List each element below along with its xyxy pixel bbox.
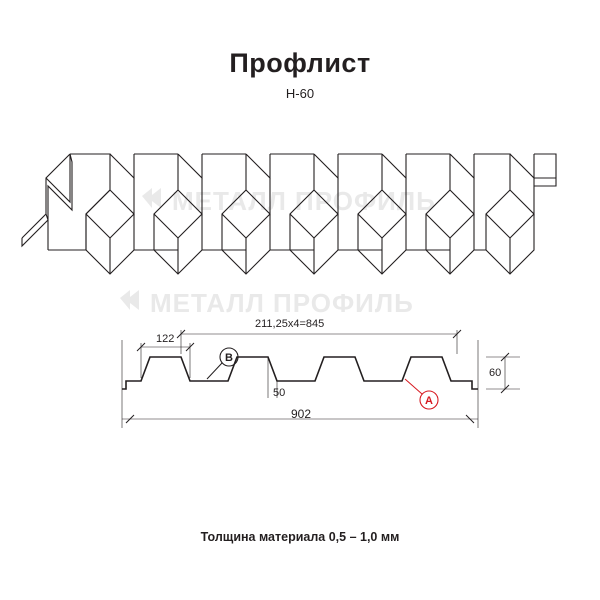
callout-b-marker (207, 348, 238, 379)
cross-section-profile (122, 357, 478, 389)
watermark-logo-icon-bottom (120, 290, 139, 310)
dim-useful-width: 211,25x4=845 (255, 318, 325, 330)
dimension-lines (122, 330, 520, 428)
dim-overall-width: 902 (291, 407, 312, 421)
watermark-text-bottom: МЕТАЛЛ ПРОФИЛЬ (150, 288, 414, 318)
watermark-text-top: МЕТАЛЛ ПРОФИЛЬ (172, 186, 436, 216)
dim-rib-pitch: 122 (156, 333, 175, 345)
material-thickness-note: Толщина материала 0,5 – 1,0 мм (200, 530, 400, 544)
callout-a-marker (405, 379, 438, 409)
product-code: Н-60 (285, 86, 315, 101)
svg-text:A: A (425, 395, 433, 407)
isometric-sheet-illustration (22, 152, 556, 274)
dim-profile-height: 60 (489, 367, 502, 379)
svg-text:B: B (225, 352, 233, 364)
page-title: Профлист (229, 48, 371, 78)
watermark-logo-icon-top (142, 188, 161, 208)
dim-valley-width: 50 (273, 387, 286, 399)
